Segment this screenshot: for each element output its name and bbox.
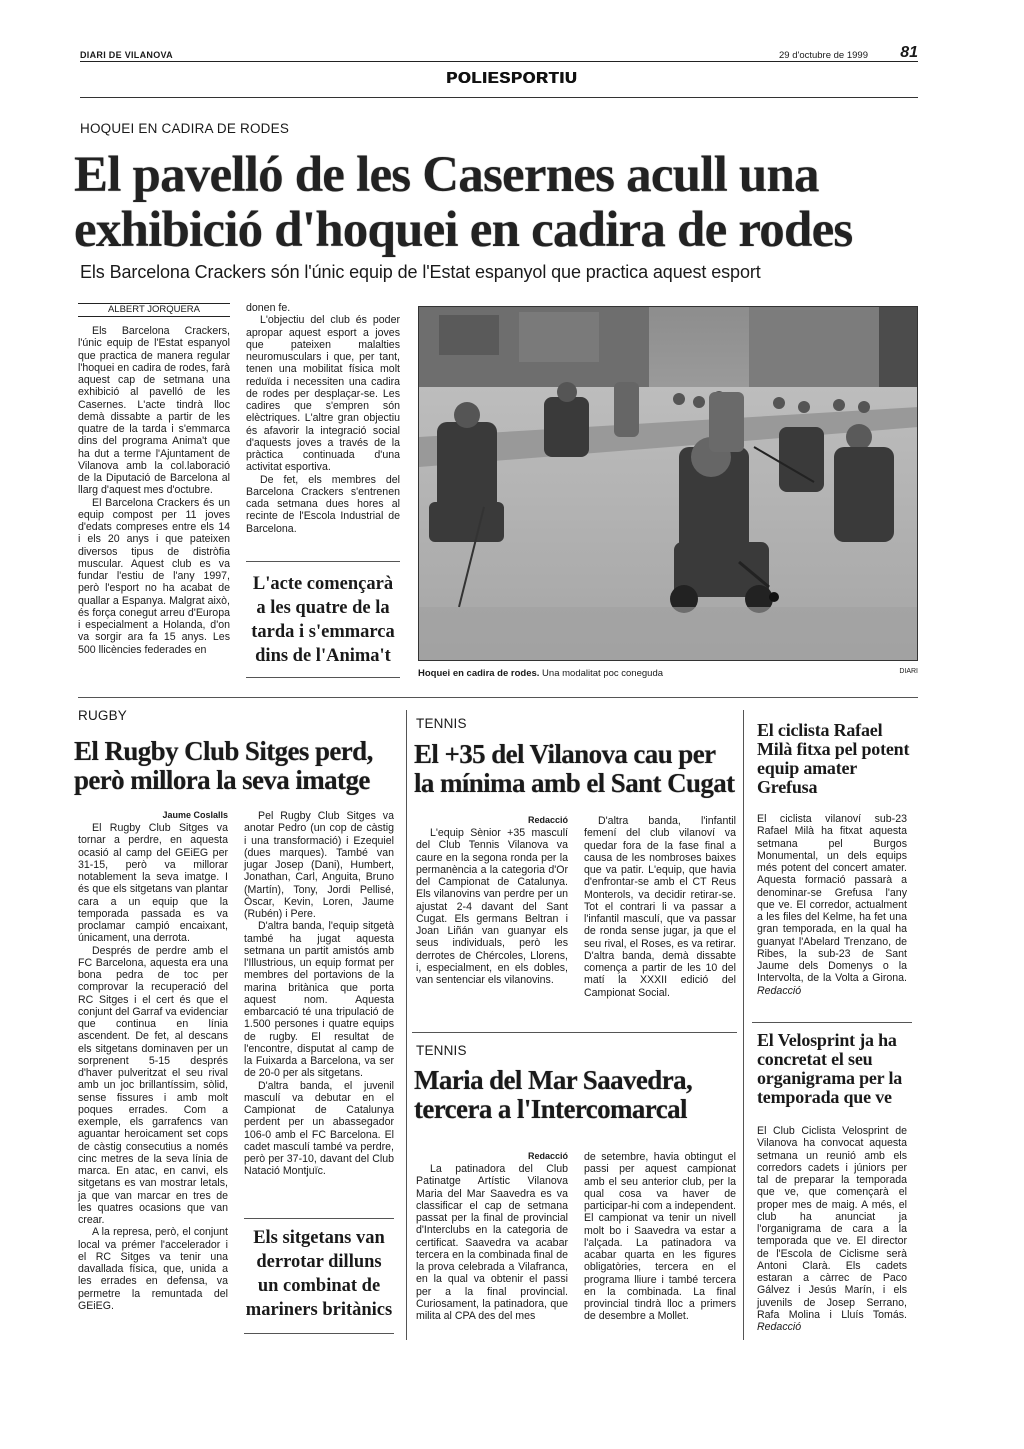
cycling1-sign: Redacció [757,984,802,997]
lead-column-1 [78,325,230,656]
pullquote-rule-top [246,561,400,562]
cycling1-body: El ciclista vilanoví sub-23 Rafael Milà ha fitxat aquesta setmana pel Burgos Monumental, un dels equips més potent del concert amater. Aquesta formació passarà a denominar-se Grefusa l'any que ve. El corredor, actualment a les files del Kelme, ha fet una gran temporada, en la qual ha guanyat l'Abelard Trenzano, de Ribes, la sub-23 de Sant Jaume dels Domenys o la Intervolta, de la Volta a Girona. [757,813,907,985]
lead-headline [74,148,934,258]
lead-paragraph: L'objectiu del club és poder apropar aquest esport a joves que pateixen malalties neuromusculars i que, per tant, tenen una mobilitat física molt reduïda i necessiten una cadira de rodes per desplaçar-se. Les cadires que s'empren són elèctriques. L'altre gran objectiu és afavorir la integració social d'aquests joves a través de la pràctica continuada d'una activitat esportiva. [246,314,400,474]
column-divider [406,710,407,1340]
tennis1-headline-line2: la mínima amb el Sant Cugat [414,768,735,798]
cycling-divider [752,1022,912,1023]
tennis1-headline [414,740,744,798]
lead-subtitle: Els Barcelona Crackers són l'únic equip de l'Estat espanyol que practica aquest esport [80,262,761,282]
tennis1-byline: Redacció [527,815,568,825]
rugby-pullquote: Els sitgetans van derrotar dilluns un combinat de mariners britànics [245,1228,393,1320]
rugby-paragraph: El Rugby Club Sitges va tornar a perdre, en aquesta ocasió al camp del GEiEG per 31-15, però va millorar notablement la seva imatge. I és que els sitgetans van plantar cara a un equip que la temporada passada es va proclamar campió encaixant, únicament, una derrota. [78,822,228,945]
caption-text: Una modalitat poc coneguda [539,668,664,679]
rugby-headline-line2: però millora la seva imatge [74,765,370,795]
tennis1-paragraph: L'equip Sènior +35 masculí del Club Tennis Vilanova va caure en la segona ronda per la permanència a la categoria d'Or del Campionat de Catalunya. Els vilanovins van perdre per un ajustat 2-4 davant del Sant Cugat. Els germans Beltran i Joan Liñán van guanyar els seus individuals, però les derrotes de Chércoles, Llorens, i, especialment, en els dobles, van sentenciar els vilanovins. [416,827,568,986]
page-number: 81 [900,44,918,61]
rugby-paragraph: Després de perdre amb el FC Barcelona, aquesta era una bona pedra de toc per comprovar la recuperació del RC Sitges i el cert és que el conjunt del Garraf va evidenciar que continua en línia ascendent. De fet, al descans els sitgetans dominaven per un sorprenent 5-15 després d'haver pulveritzat el seu rival amb un joc brillantíssim, sòlid, sense fissures i amb molt poques errades. Com a exemple, els garrafencs van aguantar heroicament set cops de càstig consecutius a només cinc metres de la seva línia de marca. En atac, en canvi, els sitgetans es van mostrar letals, ja que van marcar en tres de les quatres ocasions que van crear. [78,944,228,1226]
rugby-headline-line1: El Rugby Club Sitges perd, [74,736,373,766]
tennis2-column-2 [584,1151,736,1323]
tennis1-headline-line1: El +35 del Vilanova cau per [414,739,716,769]
masthead [80,46,918,62]
tennis1-column-2 [584,815,736,999]
cycling1-column [757,813,907,997]
cycling2-column [757,1125,907,1333]
rugby-paragraph: A la represa, però, el conjunt local va prémer l'accelerador i el RC Sitges va tenir una davallada física, que, unida a les errades en defensa, va permetre la remuntada del GEiEG. [78,1226,228,1312]
tennis2-byline: Redacció [527,1151,568,1161]
rugby-pullquote-rule-top [244,1218,394,1219]
lead-paragraph: De fet, els membres del Barcelona Crackers s'entrenen cada setmana dues hores al recinte de l'Escola Industrial de Barcelona. [246,473,400,535]
lead-kicker: HOQUEI EN CADIRA DE RODES [80,121,290,136]
tennis2-headline-line1: Maria del Mar Saavedra, [414,1065,693,1095]
lead-paragraph: donen fe. [246,302,291,314]
section-divider [80,97,918,98]
rugby-paragraph: D'altra banda, el juvenil masculí va debutar en el Campionat de Catalunya perdent per un abassegador 106-0 amb el FC Barcelona. El cadet masculí també va perdre, però per 37-10, davant del Club Natació Montjuïc. [244,1079,394,1178]
rugby-pullquote-rule-bottom [244,1333,394,1334]
lead-byline: ALBERT JORQUERA [78,303,230,317]
photo-credit: DIARI [899,668,918,675]
lead-pullquote: L'acte començarà a les quatre de la tarda i s'emmarca dins de l'Anima't [251,574,395,666]
cycling2-headline: El Velosprint ja ha concretat el seu organigrama per la temporada que ve [757,1030,903,1107]
tennis2-paragraph: de setembre, havia obtingut el passi per aquest campionat amb el seu anterior club, per la qual cosa va haver de participar-hi com a independent. El campionat va tenir un nivell molt bo i Saavedra va estar a l'alçada. La patinadora va acabar quarta en les figures obligatòries, tercera en el programa lliure i també tercera en la combinada. La final provincial tindrà lloc a primers de desembre a Mollet. [584,1151,736,1323]
rugby-byline: Jaume Coslalls [162,810,228,820]
cycling1-headline: El ciclista Rafael Milà fitxa pel potent equip amater Grefusa [757,720,910,797]
rugby-headline [74,737,404,795]
photo-caption [418,668,918,679]
tennis2-headline-line2: tercera a l'Intercomarcal [414,1094,687,1124]
tennis1-column-1 [416,827,568,986]
section-title: POLIESPORTIU [446,70,578,87]
lead-column-2 [246,302,400,535]
rugby-paragraph: D'altra banda, l'equip sitgetà també ha jugat aquesta setmana un partit amistós amb l'Illustrious, un equip format per membres del portavions de la marina britànica que porta aquest nom. Aquesta embarcació té una tripulació de 1.500 persones i quatre equips de rugby. El resultat de l'encontre, disputat al camp de la Fuixarda a Barcelona, va ser de 20-0 per als sitgetans. [244,920,394,1080]
wheelchair-hockey-photo [418,306,918,661]
tennis1-paragraph: D'altra banda, l'infantil femení del club vilanoví va quedar fora de la fase final a causa de les nombroses baixes que va patir. L'equip, que havia d'enfrontar-se amb el CT Reus Monterols, va decidir retirar-se. Tot el contrari li va passar a l'infantil masculí, que va passar de ronda sense jugar, ja que el seu rival, el Roses, es va retirar. D'altra banda, demà dissabte comença a partir de les 10 del matí la XXXII edició del Campionat Social. [584,815,736,999]
cycling2-paragraph [757,1125,907,1333]
tennis2-kicker: TENNIS [416,1043,467,1058]
cycling2-body: El Club Ciclista Velosprint de Vilanova ha convocat aquesta setmana un reunió amb els corredors cadets i júniors per tal de preparar la temporada que ve, que començarà el proper mes de maig. A més, el club ha anunciat ja l'organigrama de cara a la temporada que ve. El director de l'Escola de Ciclisme serà Antoni Clarà. Els cadets estaran a càrrec de Paco Gálvez i Jesús Marín, i els juvenils de Josep Serrano, Rafa Molina i Lluís Tomás. [757,1125,907,1321]
tennis2-headline [414,1066,744,1124]
tennis2-column-1 [416,1163,568,1322]
rugby-column-1 [78,822,228,1312]
tennis2-paragraph: La patinadora del Club Patinatge Artístic Vilanova Maria del Mar Saavedra es va classificar el cap de setmana passat per la final de provincial d'Interclubs en la categoria de certificat. Saavedra va acabar tercera en la combinada final de la prova celebrada a Vilafranca, en la qual va obtenir el passi per a la final provincial. Curiosament, la patinadora, que milita al CPA des del mes [416,1163,568,1322]
tennis-divider [412,1032,737,1033]
pullquote-rule-bottom [246,677,400,678]
rugby-paragraph: Pel Rugby Club Sitges va anotar Pedro (un cop de càstig i una transformació) i Ezequiel (dues marques). També van jugar Josep (Dani), Humbert, Jonathan, Carl, Anguita, Bruno (Martín), Tony, Jordi Pellisé, Òscar, Kevin, Loren, Jaume (Rubén) i Pere. [244,810,394,920]
newspaper-name: DIARI DE VILANOVA [80,50,173,60]
photo-illustration [419,307,918,661]
lead-headline-line1: El pavelló de les Casernes acull una [74,147,819,203]
cycling1-paragraph [757,813,907,997]
lead-bottom-rule [78,697,918,698]
lead-headline-line2: exhibició d'hoquei en cadira de rodes [74,202,853,258]
cycling2-sign: Redacció [757,1321,802,1333]
caption-title: Hoquei en cadira de rodes. [418,668,540,679]
issue-date: 29 d'octubre de 1999 [779,50,868,61]
rugby-column-2 [244,810,394,1178]
column-divider [743,710,744,1340]
rugby-kicker: RUGBY [78,708,128,723]
tennis1-kicker: TENNIS [416,716,467,731]
lead-paragraph: El Barcelona Crackers és un equip compost per 11 joves d'edats compreses entre els 14 i els 20 anys i que pateixen diversos tipus de distròfia muscular. Aquest club es va fundar l'estiu de l'any 1997, però l'esport no ha acabat de quallar a Espanya. Malgrat això, és força conegut arreu d'Europa i especialment a Holanda, d'on va sorgir ara fa 15 anys. Les 500 llicències federades en [78,496,230,656]
lead-paragraph: Els Barcelona Crackers, l'únic equip de l'Estat espanyol que practica de manera regular l'hoquei en cadira de rodes, farà aquest cap de setmana una exhibició al pavelló de les Casernes. L'acte tindrà lloc demà dissabte a partir de les quatre de la tarda i s'emmarca dins del programa Anima't que ha dut a terme l'Ajuntament de Vilanova amb la col.laboració de la Diputació de Barcelona al llarg d'aquest mes d'octubre. [78,325,230,497]
